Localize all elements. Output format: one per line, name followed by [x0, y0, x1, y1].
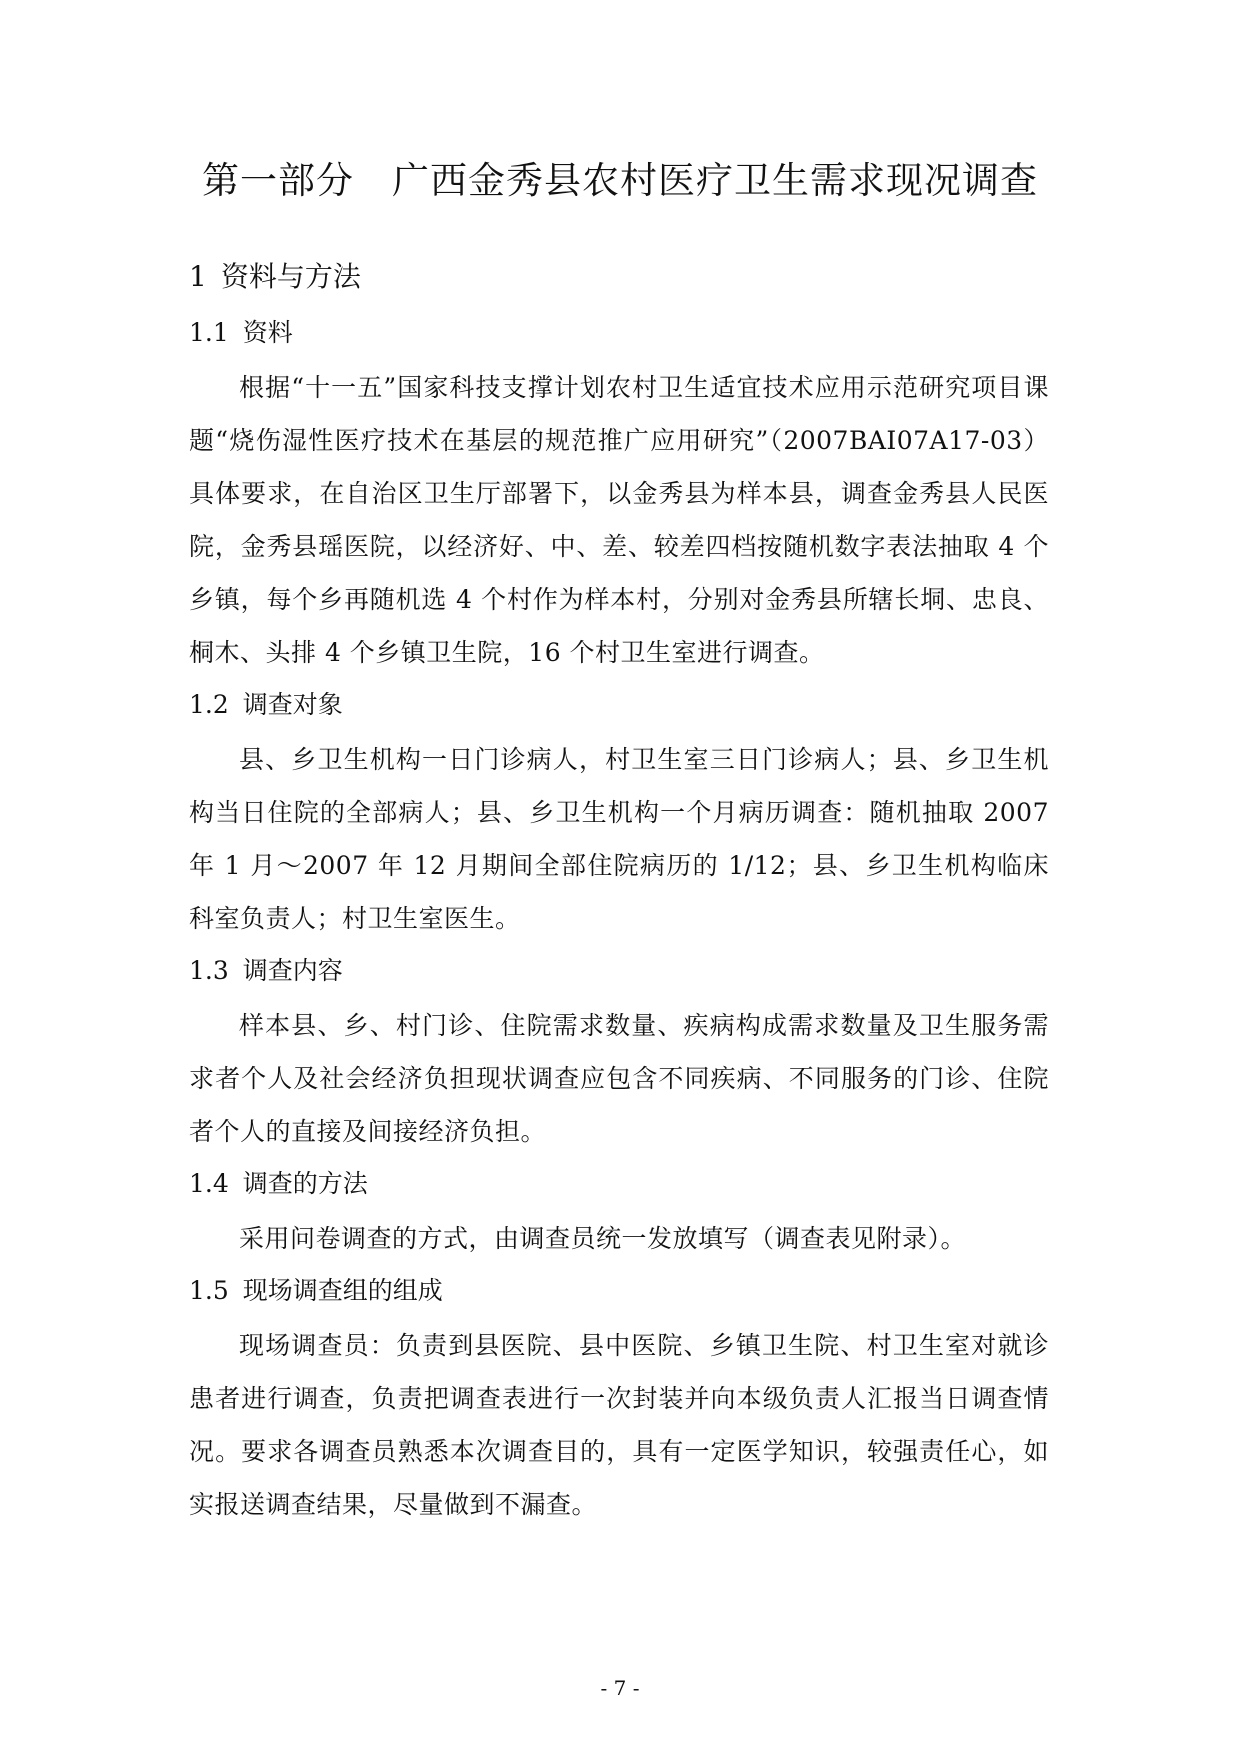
document-body	[189, 255, 1049, 1537]
subsection-heading-1-1	[189, 313, 1049, 353]
paragraph-1-3: 样本县、乡、村门诊、住院需求数量、疾病构成需求数量及卫生服务需求者个人及社会经济负担现状调查应包含不同疾病、不同服务的门诊、住院者个人的直接及间接经济负担。	[189, 1011, 1049, 1146]
paragraph-1-1: 根据“十一五”国家科技支撑计划农村卫生适宜技术应用示范研究项目课题“烧伤湿性医疗技术在基层的规范推广应用研究”（2007BAI07A17-03）具体要求，在自治区卫生厅部署下，以金秀县为样本县，调查金秀县人民医院，金秀县瑶医院，以经济好、中、差、较差四档按随机数字表法抽取 4 个乡镇，每个乡再随机选 4 个村作为样本村，分别对金秀县所辖长垌、忠良、桐木、头排 4 个乡镇卫生院，16 个村卫生室进行调查。	[189, 373, 1049, 667]
subsection-heading-1-5	[189, 1271, 1049, 1311]
subsection-title: 资料	[242, 318, 293, 347]
subsection-title: 调查对象	[242, 690, 343, 719]
subsection-number: 1.1	[189, 318, 229, 347]
subsection-heading-1-4	[189, 1164, 1049, 1204]
paragraph-1-5: 现场调查员：负责到县医院、县中医院、乡镇卫生院、村卫生室对就诊患者进行调查，负责把调查表进行一次封装并向本级负责人汇报当日调查情况。要求各调查员熟悉本次调查目的，具有一定医学知识，较强责任心，如实报送调查结果，尽量做到不漏查。	[189, 1331, 1049, 1519]
subsection-title: 调查内容	[242, 956, 343, 985]
page-number: - 7 -	[600, 1676, 640, 1700]
section-heading-1	[189, 255, 1049, 295]
paragraph-1-4: 采用问卷调查的方式，由调查员统一发放填写（调查表见附录）。	[239, 1224, 967, 1253]
page-title: 第一部分 广西金秀县农村医疗卫生需求现况调查	[202, 159, 1038, 202]
paragraph-1-2: 县、乡卫生机构一日门诊病人，村卫生室三日门诊病人；县、乡卫生机构当日住院的全部病人；县、乡卫生机构一个月病历调查：随机抽取 2007 年 1 月～2007 年 12 月期间全部住院病历的 1/12；县、乡卫生机构临床科室负责人；村卫生室医生。	[189, 745, 1049, 933]
subsection-number: 1.5	[189, 1276, 229, 1305]
subsection-number: 1.4	[189, 1169, 229, 1198]
subsection-number: 1.3	[189, 956, 229, 985]
section-title: 资料与方法	[220, 260, 361, 293]
subsection-number: 1.2	[189, 690, 229, 719]
subsection-heading-1-2	[189, 685, 1049, 725]
section-number: 1	[189, 260, 207, 293]
subsection-title: 调查的方法	[242, 1169, 368, 1198]
subsection-heading-1-3	[189, 951, 1049, 991]
subsection-title: 现场调查组的组成	[242, 1276, 443, 1305]
